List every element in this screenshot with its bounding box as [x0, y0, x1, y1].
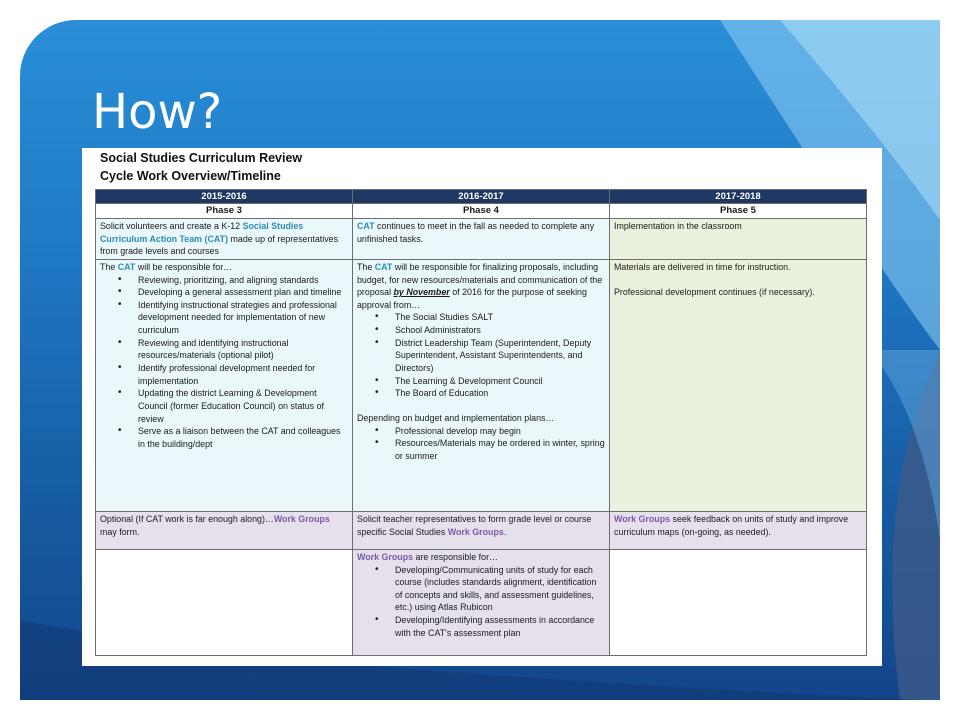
- list-item: • Developing/Communicating units of study for each course (includes standards alignment, identification of concepts and skills, and assessment guidelines, etc.) using Atlas Rubicon: [395, 564, 605, 615]
- list-item: • Developing a general assessment plan and timeline: [138, 286, 348, 299]
- list-item: • School Administrators: [395, 324, 605, 337]
- work-groups-highlight: Work Groups: [447, 526, 504, 537]
- table-cell: CAT continues to meet in the fall as needed to complete any unfinished tasks.: [353, 218, 610, 259]
- slide-title: How?: [92, 84, 223, 140]
- table-cell: Optional (If CAT work is far enough along)…Work Groups may form.: [96, 511, 353, 549]
- list-item: • Identify professional development needed for implementation: [138, 362, 348, 387]
- slide: [20, 20, 940, 700]
- year-header-1: 2015-2016: [96, 190, 353, 204]
- list-item: • Professional develop may begin: [395, 425, 605, 438]
- table-cell: The CAT will be responsible for finalizing proposals, including budget, for new resources/materials and communication of the proposal by November of 2016 for the purpose of seeking approval from… • The Social Studies SALT • School Administrators • District Leadership Team (Superintendent, Deputy Superintendent, Assistant Superintendents, and Directors) • The Learning & Development Council • The Board of Education Depending on budget and implementation plans… • Professional develop may begin • Resources/Materials may be ordered in winter, spring or summer: [353, 259, 610, 511]
- work-groups-highlight: Work Groups: [357, 551, 414, 562]
- table-cell: The CAT will be responsible for… • Reviewing, prioritizing, and aligning standards • Developing a general assessment plan and timeline • Identifying instructional strategies and professional development needed for implementation of new curriculum • Reviewing and identifying instructional resources/materials (optional pilot) • Identify professional development needed for implementation • Updating the district Learning & Development Council (former Education Council) on status of review • Serve as a liaison between the CAT and colleagues in the building/dept: [96, 259, 353, 511]
- list-item: • District Leadership Team (Superintendent, Deputy Superintendent, Assistant Superintendents, and Directors): [395, 337, 605, 375]
- table-cell: Solicit teacher representatives to form grade level or course specific Social Studies Work Groups.: [353, 511, 610, 549]
- timeline-document: [82, 148, 882, 666]
- list-item: • Resources/Materials may be ordered in winter, spring or summer: [395, 437, 605, 462]
- table-cell: Implementation in the classroom: [610, 218, 867, 259]
- list-item: • Identifying instructional strategies and professional development needed for implementation of new curriculum: [138, 299, 348, 337]
- cat-highlight: CAT: [357, 220, 375, 231]
- list-item: • Developing/Identifying assessments in accordance with the CAT's assessment plan: [395, 614, 605, 639]
- table-row: [96, 549, 867, 655]
- list-item: • Serve as a liaison between the CAT and colleagues in the building/dept: [138, 425, 348, 450]
- cat-highlight: CAT: [374, 261, 393, 272]
- phase-header-2: Phase 4: [353, 204, 610, 218]
- work-groups-highlight: Work Groups: [614, 513, 671, 524]
- years-header-row: [96, 190, 867, 204]
- table-cell: [96, 549, 353, 655]
- phases-header-row: [96, 204, 867, 218]
- year-header-2: 2016-2017: [353, 190, 610, 204]
- document-subtitle: Cycle Work Overview/Timeline: [100, 169, 281, 183]
- table-row: [96, 259, 867, 511]
- document-title: Social Studies Curriculum Review: [100, 151, 303, 165]
- approval-list: [357, 311, 605, 399]
- work-groups-list: [357, 564, 605, 640]
- list-item: • Updating the district Learning & Development Council (former Education Council) on status of review: [138, 387, 348, 425]
- list-item: • Reviewing, prioritizing, and aligning standards: [138, 274, 348, 287]
- table-row: [96, 511, 867, 549]
- table-cell: Work Groups are responsible for… • Developing/Communicating units of study for each course (includes standards alignment, identification of concepts and skills, and assessment guidelines, etc.) using Atlas Rubicon • Developing/Identifying assessments in accordance with the CAT's assessment plan: [353, 549, 610, 655]
- year-header-3: 2017-2018: [610, 190, 867, 204]
- cat-highlight: CAT: [117, 261, 136, 272]
- list-item: • The Board of Education: [395, 387, 605, 400]
- list-item: • The Social Studies SALT: [395, 311, 605, 324]
- table-cell: Materials are delivered in time for instruction. Professional development continues (if necessary).: [610, 259, 867, 511]
- cat-responsibilities-list: [100, 274, 348, 451]
- timeline-table: [95, 189, 867, 656]
- phase-header-3: Phase 5: [610, 204, 867, 218]
- list-item: • The Learning & Development Council: [395, 375, 605, 388]
- work-groups-highlight: Work Groups: [273, 513, 330, 524]
- cat-highlight: Social Studies Curriculum Action Team (CAT): [100, 220, 304, 244]
- budget-list: [357, 425, 605, 463]
- table-row: [96, 218, 867, 259]
- deadline-text: by November: [393, 287, 450, 298]
- table-cell: Work Groups seek feedback on units of study and improve curriculum maps (on-going, as needed).: [610, 511, 867, 549]
- phase-header-1: Phase 3: [96, 204, 353, 218]
- table-cell: [610, 549, 867, 655]
- list-item: • Reviewing and identifying instructional resources/materials (optional pilot): [138, 337, 348, 362]
- table-cell: Solicit volunteers and create a K-12 Social Studies Curriculum Action Team (CAT) made up of representatives from grade levels and courses: [96, 218, 353, 259]
- depending-text: Depending on budget and implementation plans…: [357, 412, 555, 423]
